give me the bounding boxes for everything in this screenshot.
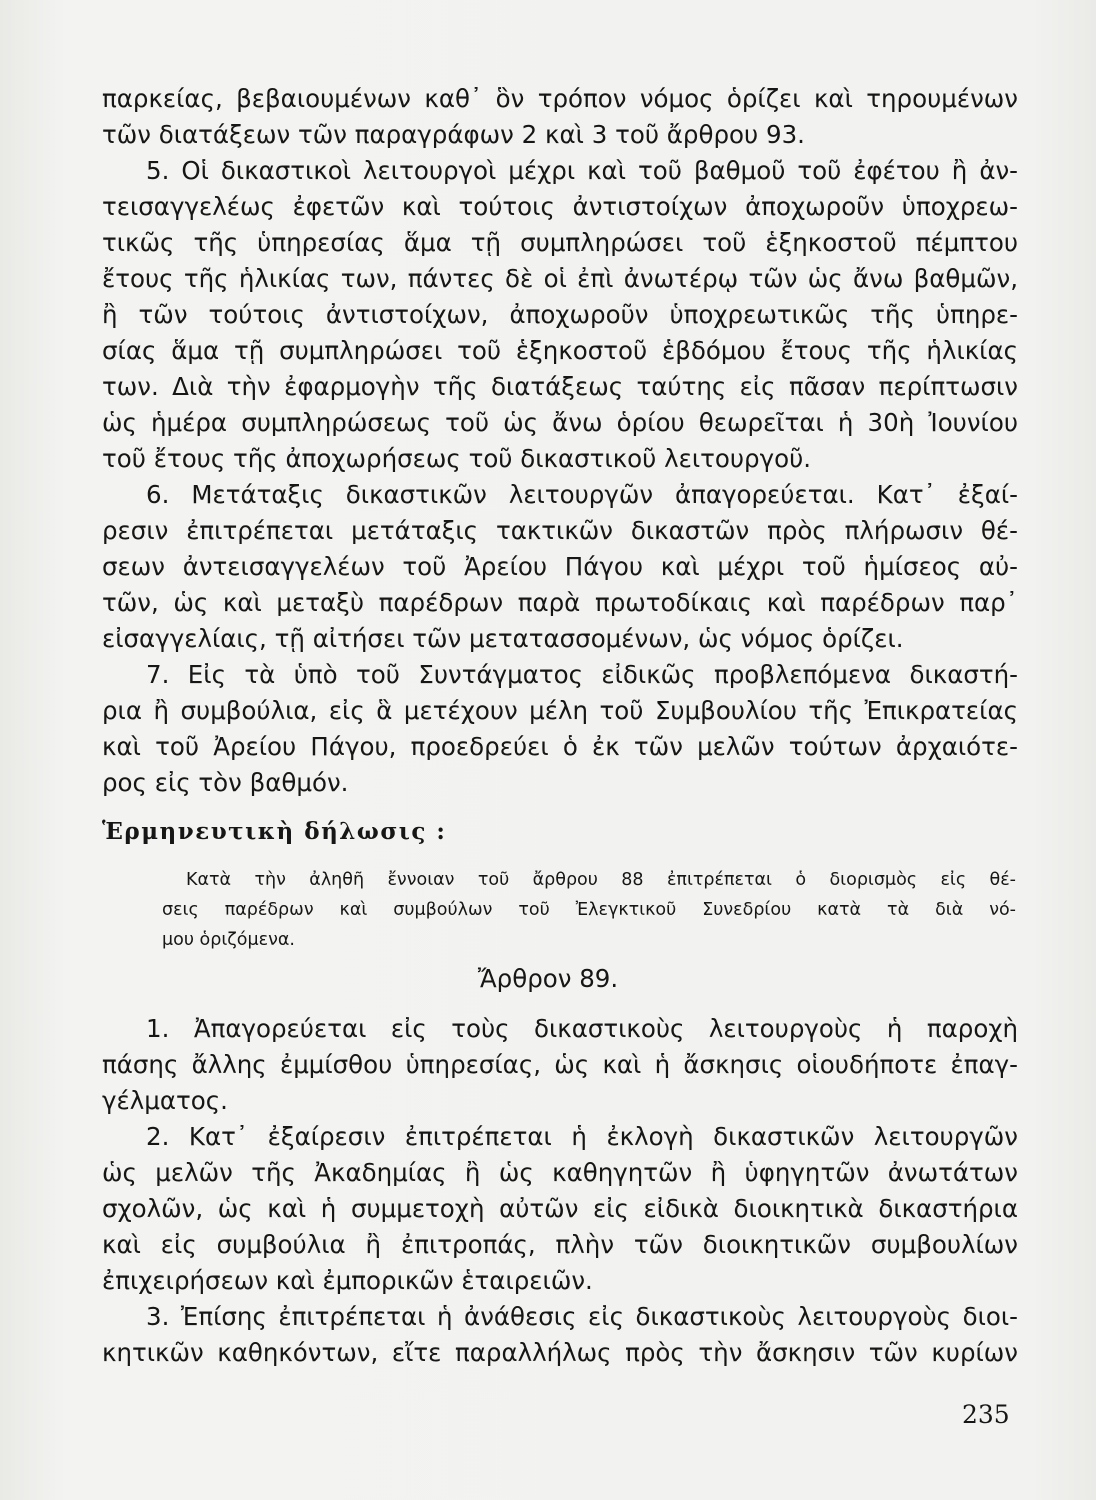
text-line: τῶν διατάξεων τῶν παραγράφων 2 καὶ 3 τοῦ ἄρθρου 93. <box>102 120 805 149</box>
text-line: καὶ τοῦ Ἀρείου Πάγου, προεδρεύει ὁ ἐκ τῶν μελῶν τούτων ἀρχαιότε- <box>102 732 1018 761</box>
text-line: σχολῶν, ὡς καὶ ἡ συμμετοχὴ αὐτῶν εἰς εἰδικὰ διοικητικὰ δικαστήρια <box>102 1194 1018 1223</box>
text-line: 5. Οἱ δικαστικοὶ λειτουργοὶ μέχρι καὶ τοῦ βαθμοῦ τοῦ ἐφέτου ἢ ἀν- <box>146 156 1018 185</box>
text-line: 7. Εἰς τὰ ὑπὸ τοῦ Συντάγματος εἰδικῶς προβλεπόμενα δικαστή- <box>146 660 1018 689</box>
text-line: των. Διὰ τὴν ἐφαρμογὴν τῆς διατάξεως ταύτης εἰς πᾶσαν περίπτωσιν <box>102 372 1018 401</box>
text-line: τῶν, ὡς καὶ μεταξὺ παρέδρων παρὰ πρωτοδίκαις καὶ παρέδρων παρ᾽ <box>102 588 1018 617</box>
interpretive-line: Κατὰ τὴν ἀληθῆ ἔννοιαν τοῦ ἄρθρου 88 ἐπιτρέπεται ὁ διορισμὸς εἰς θέ- <box>186 870 1016 890</box>
text-line: παρκείας, βεβαιουμένων καθ᾽ ὃν τρόπον νόμος ὁρίζει καὶ τηρουμένων <box>102 84 1018 113</box>
text-line: τοῦ ἔτους τῆς ἀποχωρήσεως τοῦ δικαστικοῦ λειτουργοῦ. <box>102 444 812 473</box>
text-line: ἔτους τῆς ἡλικίας των, πάντες δὲ οἱ ἐπὶ ἀνωτέρῳ τῶν ὡς ἄνω βαθμῶν, <box>102 264 1018 293</box>
interpretive-heading: Ἑρμηνευτικὴ δήλωσις : <box>102 818 447 845</box>
text-line: ὡς μελῶν τῆς Ἀκαδημίας ἢ ὡς καθηγητῶν ἢ ὑφηγητῶν ἀνωτάτων <box>102 1158 1018 1187</box>
text-line: ρια ἢ συμβούλια, εἰς ἃ μετέχουν μέλη τοῦ Συμβουλίου τῆς Ἐπικρατείας <box>102 696 1018 725</box>
page-number: 235 <box>962 1400 1010 1429</box>
text-line: ἐπιχειρήσεων καὶ ἐμπορικῶν ἑταιρειῶν. <box>102 1266 593 1295</box>
text-line: σίας ἅμα τῇ συμπληρώσει τοῦ ἑξηκοστοῦ ἑβδόμου ἔτους τῆς ἡλικίας <box>102 336 1018 365</box>
text-line: 2. Κατ᾽ ἐξαίρεσιν ἐπιτρέπεται ἡ ἐκλογὴ δικαστικῶν λειτουργῶν <box>146 1122 1018 1151</box>
text-line: σεων ἀντεισαγγελέων τοῦ Ἀρείου Πάγου καὶ μέχρι τοῦ ἡμίσεος αὐ- <box>102 552 1018 581</box>
text-line: ὡς ἡμέρα συμπληρώσεως τοῦ ὡς ἄνω ὁρίου θεωρεῖται ἡ 30ὴ Ἰουνίου <box>102 408 1018 437</box>
text-line: ἢ τῶν τούτοις ἀντιστοίχων, ἀποχωροῦν ὑποχρεωτικῶς τῆς ὑπηρε- <box>102 300 1018 329</box>
text-line: καὶ εἰς συμβούλια ἢ ἐπιτροπάς, πλὴν τῶν διοικητικῶν συμβουλίων <box>102 1230 1018 1259</box>
text-line: πάσης ἄλλης ἐμμίσθου ὑπηρεσίας, ὡς καὶ ἡ ἄσκησις οἱουδήποτε ἐπαγ- <box>102 1050 1018 1079</box>
text-line: γέλματος. <box>102 1086 228 1115</box>
text-line: ρος εἰς τὸν βαθμόν. <box>102 768 349 797</box>
text-line: 1. Ἀπαγορεύεται εἰς τοὺς δικαστικοὺς λειτουργοὺς ἡ παροχὴ <box>146 1014 1018 1043</box>
article-title: Ἄρθρον 89. <box>477 964 619 993</box>
text-line: ρεσιν ἐπιτρέπεται μετάταξις τακτικῶν δικαστῶν πρὸς πλήρωσιν θέ- <box>102 516 1018 545</box>
interpretive-line: μου ὁριζόμενα. <box>162 930 295 950</box>
text-line: τεισαγγελέως ἐφετῶν καὶ τούτοις ἀντιστοίχων ἀποχωροῦν ὑποχρεω- <box>102 192 1018 221</box>
text-line: 3. Ἐπίσης ἐπιτρέπεται ἡ ἀνάθεσις εἰς δικαστικοὺς λειτουργοὺς διοι- <box>146 1302 1018 1331</box>
text-line: 6. Μετάταξις δικαστικῶν λειτουργῶν ἀπαγορεύεται. Κατ᾽ ἐξαί- <box>146 480 1018 509</box>
text-line: εἰσαγγελίαις, τῇ αἰτήσει τῶν μετατασσομένων, ὡς νόμος ὁρίζει. <box>102 624 904 653</box>
text-line: τικῶς τῆς ὑπηρεσίας ἅμα τῇ συμπληρώσει τοῦ ἑξηκοστοῦ πέμπτου <box>102 228 1018 257</box>
text-line: κητικῶν καθηκόντων, εἴτε παραλλήλως πρὸς τὴν ἄσκησιν τῶν κυρίων <box>102 1338 1018 1367</box>
interpretive-line: σεις παρέδρων καὶ συμβούλων τοῦ Ἐλεγκτικοῦ Συνεδρίου κατὰ τὰ διὰ νό- <box>162 900 1016 920</box>
